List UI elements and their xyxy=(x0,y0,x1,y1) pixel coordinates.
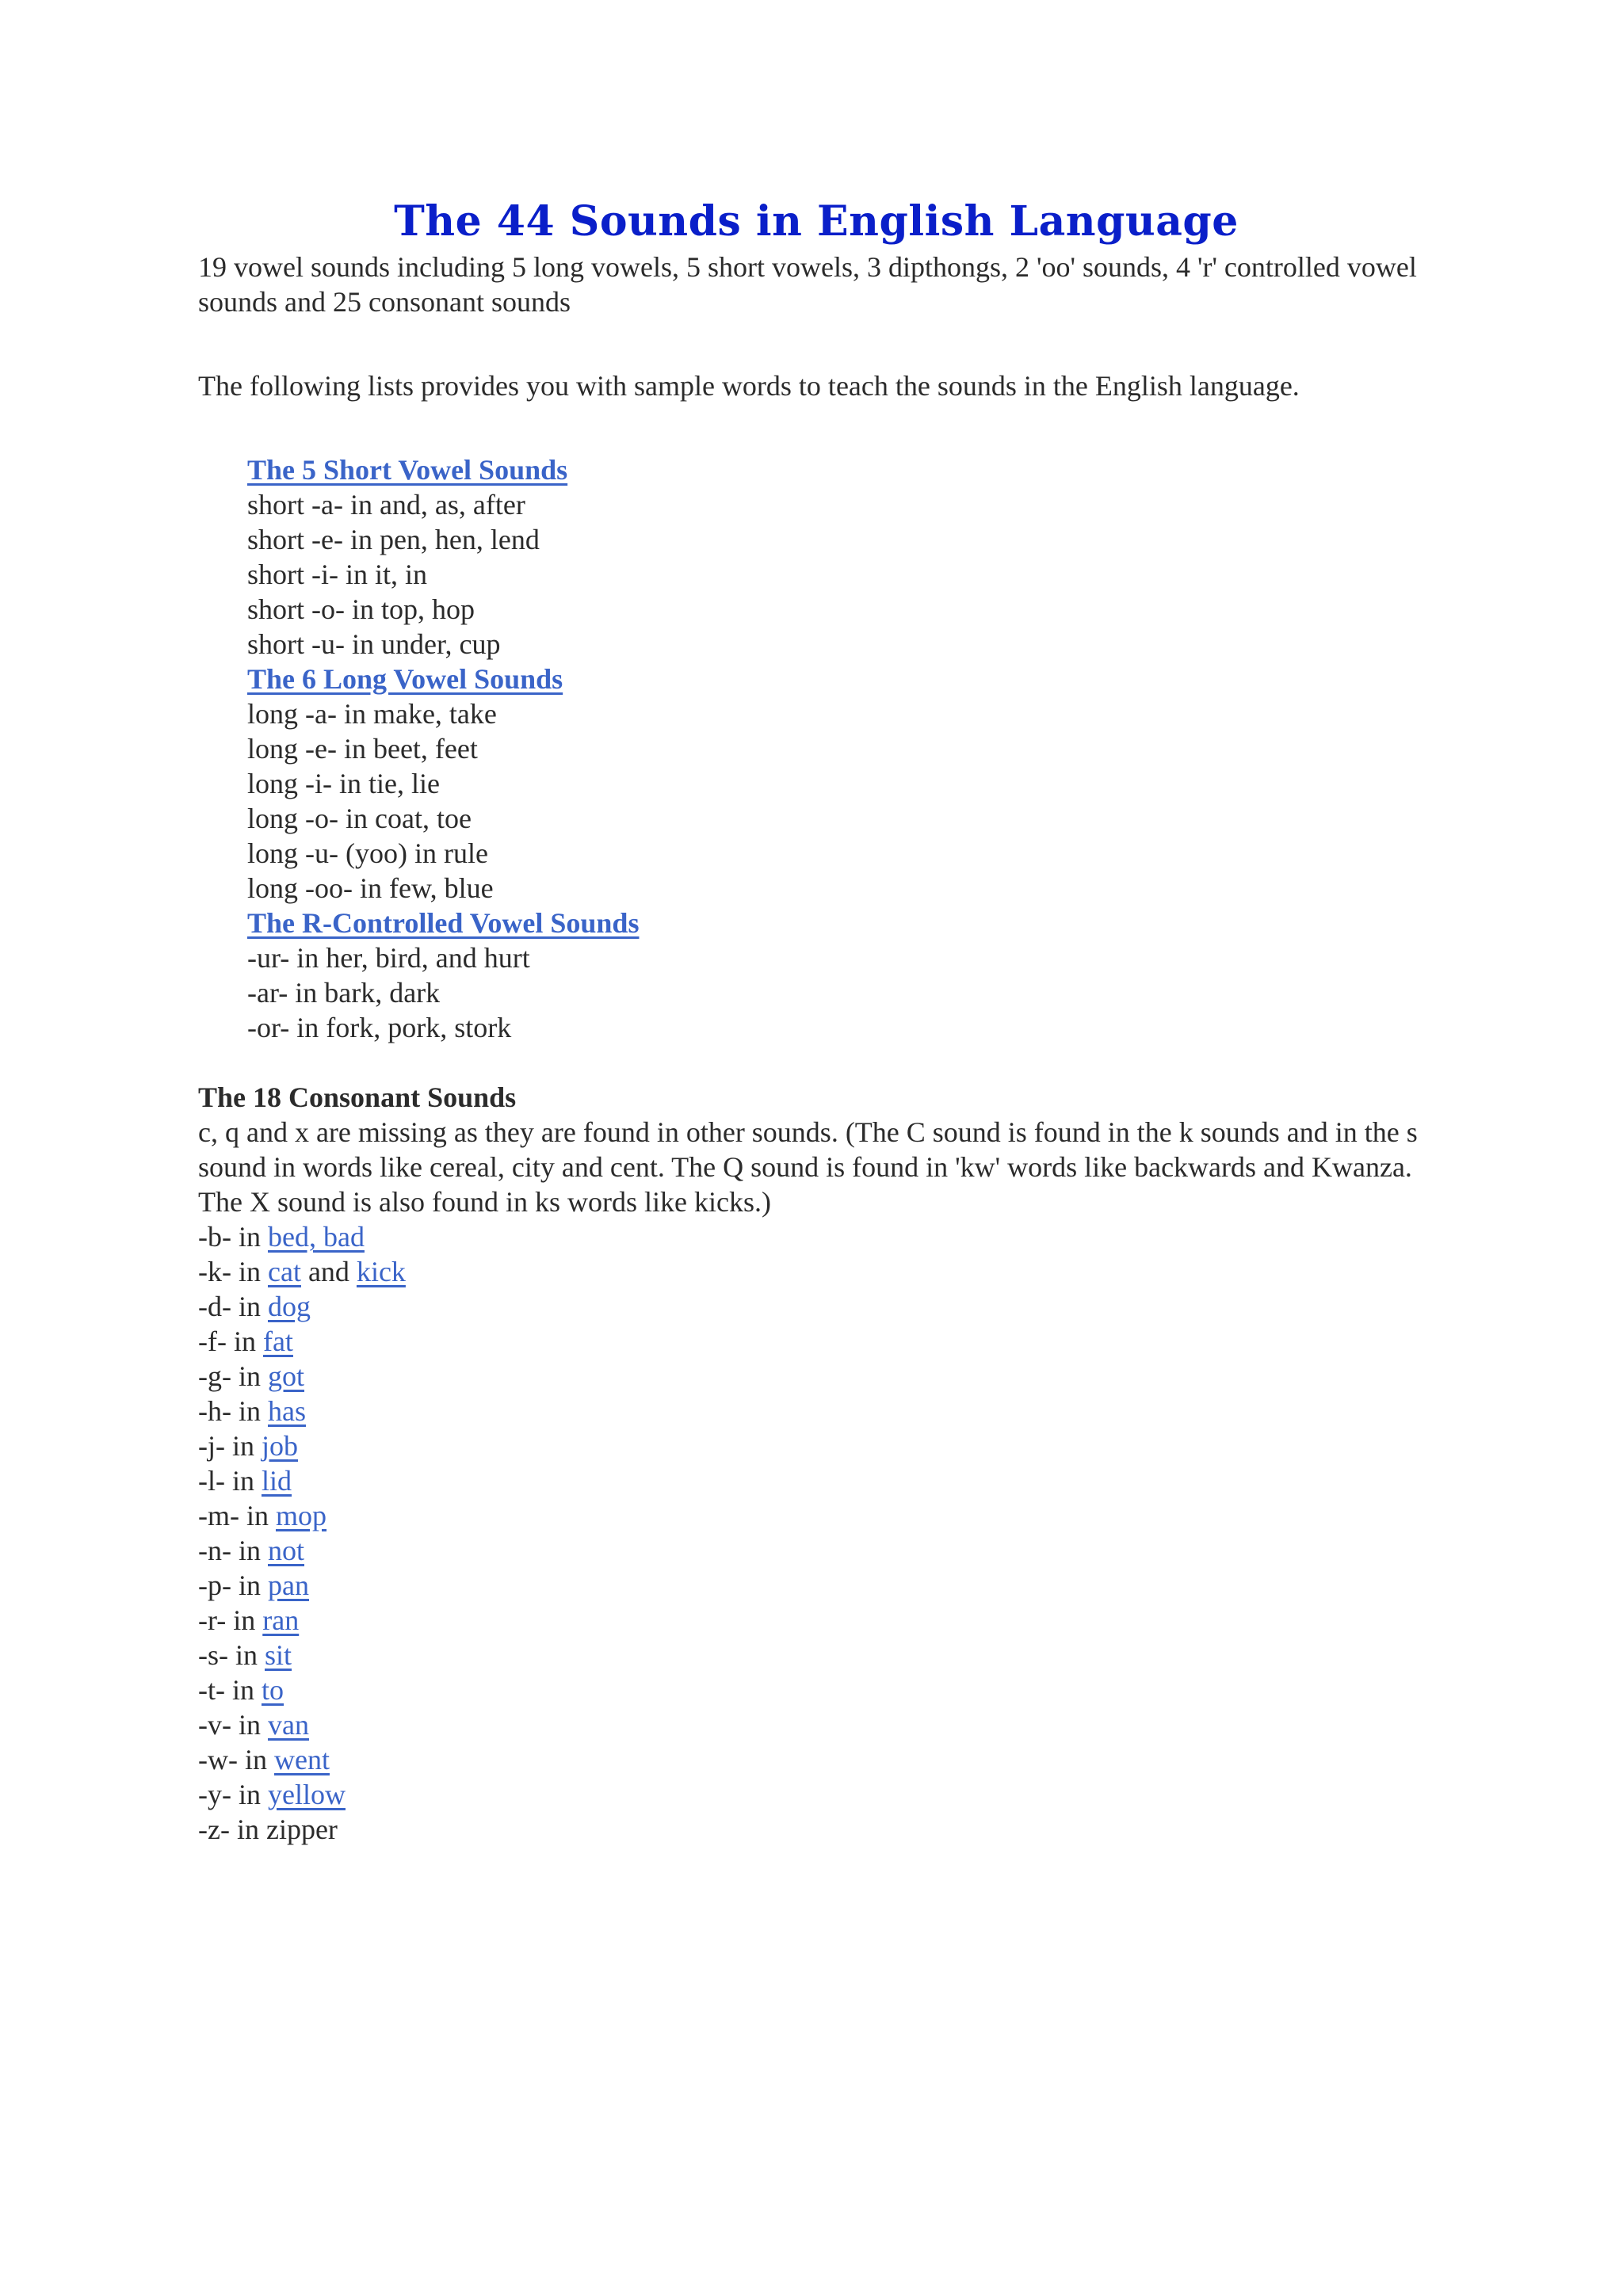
short-vowel-item: short -a- in and, as, after xyxy=(247,489,525,521)
vowel-lists xyxy=(247,452,1434,1045)
long-vowel-item: long -oo- in few, blue xyxy=(247,872,494,904)
and-text: and xyxy=(300,1256,357,1287)
consonant-sound: -n- in xyxy=(198,1535,268,1566)
short-vowel-item: short -e- in pen, hen, lend xyxy=(247,524,540,555)
consonant-section xyxy=(198,1080,1434,1847)
short-vowel-item: short -i- in it, in xyxy=(247,559,427,590)
example-word-link[interactable]: went xyxy=(273,1744,330,1775)
consonant-item xyxy=(198,1638,1434,1672)
consonant-sound: -g- in xyxy=(198,1360,268,1392)
long-vowel-heading-link[interactable]: The 6 Long Vowel Sounds xyxy=(247,663,563,695)
example-word-link[interactable]: job xyxy=(261,1430,298,1462)
example-word: zipper xyxy=(265,1814,338,1845)
consonant-sound: -v- in xyxy=(198,1709,268,1741)
example-word-link[interactable]: pan xyxy=(267,1569,309,1601)
example-word-link[interactable]: bed, bad xyxy=(267,1221,365,1253)
consonant-item xyxy=(198,1324,1434,1359)
example-word-link[interactable]: fat xyxy=(262,1325,293,1357)
consonant-item xyxy=(198,1603,1434,1638)
short-vowel-heading-link[interactable]: The 5 Short Vowel Sounds xyxy=(247,454,568,486)
consonant-sound: -y- in xyxy=(198,1779,268,1810)
example-word-link[interactable]: has xyxy=(267,1395,306,1427)
long-vowel-item: long -a- in make, take xyxy=(247,698,497,730)
consonant-item xyxy=(198,1463,1434,1498)
example-word-link[interactable]: sit xyxy=(265,1639,292,1671)
consonant-item xyxy=(198,1428,1434,1463)
intro-paragraph: 19 vowel sounds including 5 long vowels, 5 short vowels, 3 dipthongs, 2 'oo' sounds, 4 'r' controlled vowel sounds and 25 consonant sounds xyxy=(198,251,1417,318)
consonant-sound: -l- in xyxy=(198,1465,262,1497)
consonant-item xyxy=(198,1533,1434,1568)
example-word-link[interactable]: mop xyxy=(275,1500,327,1531)
r-controlled-item: -ar- in bark, dark xyxy=(247,977,441,1009)
example-word-link[interactable]: yellow xyxy=(267,1779,346,1810)
consonant-item xyxy=(198,1219,1434,1254)
consonant-item xyxy=(198,1394,1434,1428)
long-vowel-item: long -i- in tie, lie xyxy=(247,768,440,799)
consonant-description: c, q and x are missing as they are found in other sounds. (The C sound is found in the k sounds and in the s sound in words like cereal, city and cent. The Q sound is found in 'kw' words like backwards and Kwanza. The X sound is also found in ks words like kicks.) xyxy=(198,1116,1418,1218)
short-vowel-item: short -u- in under, cup xyxy=(247,628,501,660)
example-word-link[interactable]: cat xyxy=(267,1256,301,1287)
consonant-sound: -j- in xyxy=(198,1430,262,1462)
document-page xyxy=(198,194,1434,1847)
consonant-item xyxy=(198,1498,1434,1533)
example-word-link[interactable]: dog xyxy=(267,1291,311,1322)
consonant-item xyxy=(198,1254,1434,1289)
example-word-link[interactable]: ran xyxy=(262,1604,300,1636)
short-vowel-item: short -o- in top, hop xyxy=(247,593,475,625)
consonant-item xyxy=(198,1672,1434,1707)
consonant-sound: -d- in xyxy=(198,1291,268,1322)
consonant-item xyxy=(198,1707,1434,1742)
consonant-item xyxy=(198,1568,1434,1603)
r-controlled-item: -ur- in her, bird, and hurt xyxy=(247,942,530,974)
consonant-item xyxy=(198,1359,1434,1394)
example-word-link[interactable]: lid xyxy=(261,1465,292,1497)
r-controlled-item: -or- in fork, pork, stork xyxy=(247,1012,512,1043)
consonant-sound: -t- in xyxy=(198,1674,262,1706)
consonant-sound: -k- in xyxy=(198,1256,268,1287)
consonant-sound: -m- in xyxy=(198,1500,276,1531)
consonant-item xyxy=(198,1777,1434,1812)
r-controlled-heading-link[interactable]: The R-Controlled Vowel Sounds xyxy=(247,907,640,939)
example-word-link[interactable]: kick xyxy=(356,1256,406,1287)
long-vowel-item: long -u- (yoo) in rule xyxy=(247,837,488,869)
consonant-sound: -r- in xyxy=(198,1604,263,1636)
consonant-sound: -f- in xyxy=(198,1325,263,1357)
example-word-link[interactable]: got xyxy=(267,1360,304,1392)
consonant-sound: -w- in xyxy=(198,1744,274,1775)
long-vowel-item: long -o- in coat, toe xyxy=(247,803,472,834)
consonant-item xyxy=(198,1812,1434,1847)
example-word-link[interactable]: not xyxy=(267,1535,304,1566)
consonant-sound: -b- in xyxy=(198,1221,268,1253)
consonant-sound: -z- in xyxy=(198,1814,266,1845)
consonant-item xyxy=(198,1742,1434,1777)
example-word-link[interactable]: to xyxy=(261,1674,284,1706)
page-title: The 44 Sounds in English Language xyxy=(394,197,1239,246)
following-paragraph: The following lists provides you with sample words to teach the sounds in the English language. xyxy=(198,370,1300,402)
consonant-sound: -h- in xyxy=(198,1395,268,1427)
consonant-list xyxy=(198,1219,1434,1847)
consonant-sound: -s- in xyxy=(198,1639,265,1671)
long-vowel-item: long -e- in beet, feet xyxy=(247,733,478,765)
consonant-item xyxy=(198,1289,1434,1324)
consonant-heading: The 18 Consonant Sounds xyxy=(198,1081,517,1113)
consonant-sound: -p- in xyxy=(198,1569,268,1601)
example-word-link[interactable]: van xyxy=(267,1709,309,1741)
